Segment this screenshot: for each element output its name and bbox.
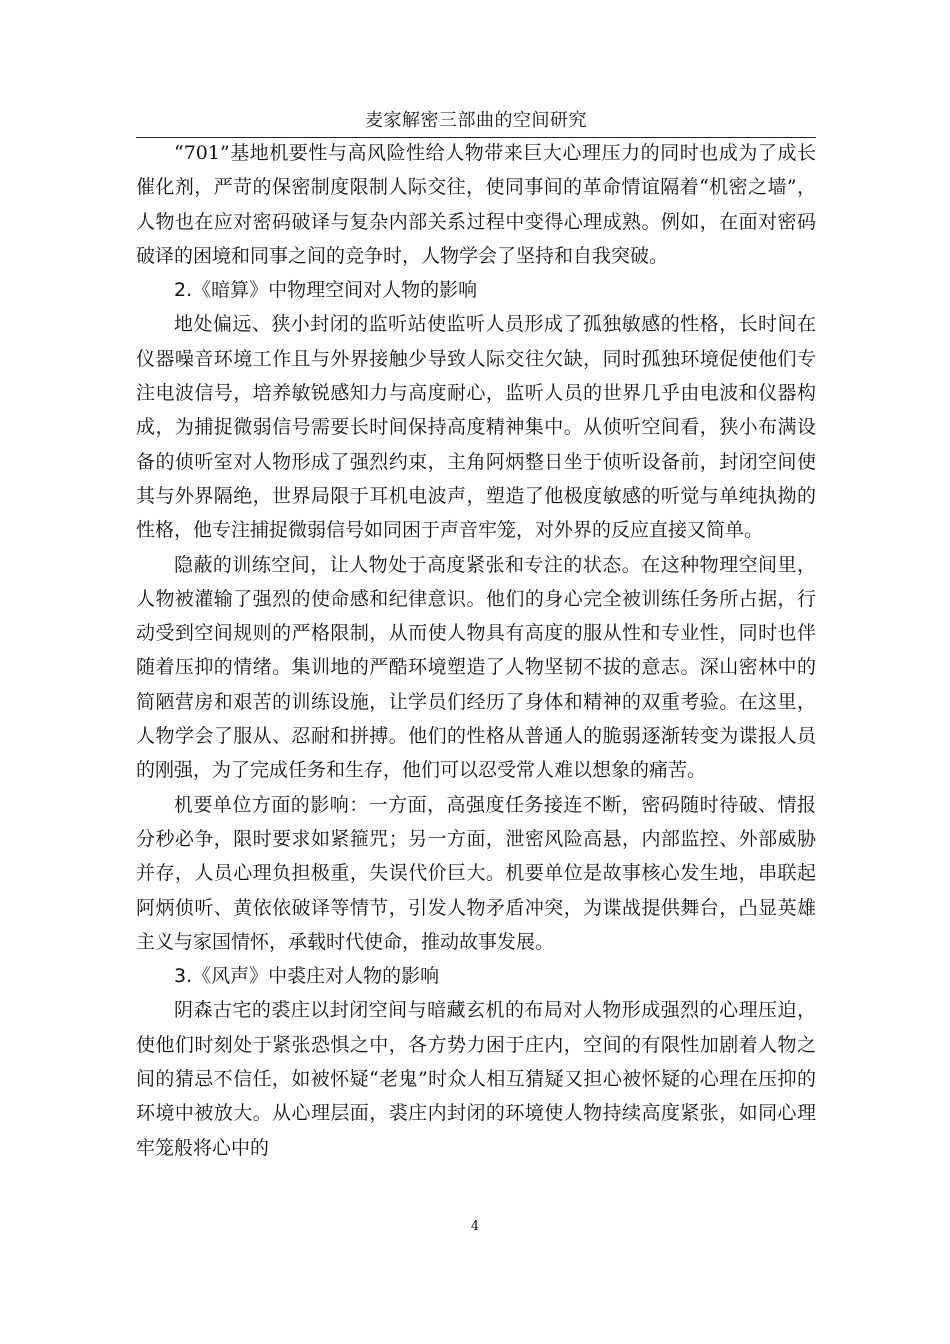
running-header-title: 麦家解密三部曲的空间研究 [365, 110, 587, 131]
body-content [136, 136, 816, 1165]
section-heading: 3.《风声》中裘庄对人物的影响 [174, 965, 440, 988]
paragraph: 隐蔽的训练空间，让人物处于高度紧张和专注的状态。在这种物理空间里，人物被灌输了强烈的使命感和纪律意识。他们的身心完全被训练任务所占据，行动受到空间规则的严格限制，从而使人物具有高度的服从性和专业性，同时也伴随着压抑的情绪。集训地的严酷环境塑造了人物坚韧不拔的意志。深山密林中的简陋营房和艰苦的训练设施，让学员们经历了身体和精神的双重考验。在这里，人物学会了服从、忍耐和拼搏。他们的性格从普通人的脆弱逐渐转变为谍报人员的刚强，为了完成任务和生存，他们可以忍受常人难以想象的痛苦。 [136, 553, 816, 782]
section-heading: 2.《暗算》中物理空间对人物的影响 [174, 279, 478, 302]
paragraph: 阴森古宅的裘庄以封闭空间与暗藏玄机的布局对人物形成强烈的心理压迫，使他们时刻处于紧张恐惧之中，各方势力困于庄内，空间的有限性加剧着人物之间的猜忌不信任，如被怀疑“老鬼”时众人相互猜疑又担心被怀疑的心理在压抑的环境中被放大。从心理层面，裘庄内封闭的环境使人物持续高度紧张，如同心理牢笼般将心中的 [136, 999, 816, 1159]
paragraph: 地处偏远、狭小封闭的监听站使监听人员形成了孤独敏感的性格，长时间在仪器噪音环境工作且与外界接触少导致人际交往欠缺，同时孤独环境促使他们专注电波信号，培养敏锐感知力与高度耐心，监听人员的世界几乎由电波和仪器构成，为捕捉微弱信号需要长时间保持高度精神集中。从侦听空间看，狭小布满设备的侦听室对人物形成了强烈约束，主角阿炳整日坐于侦听设备前，封闭空间使其与外界隔绝，世界局限于耳机电波声，塑造了他极度敏感的听觉与单纯执拗的性格，他专注捕捉微弱信号如同困于声音牢笼，对外界的反应直接又简单。 [136, 313, 816, 542]
paragraph: 机要单位方面的影响：一方面，高强度任务接连不断，密码随时待破、情报分秒必争，限时要求如紧箍咒；另一方面，泄密风险高悬，内部监控、外部威胁并存，人员心理负担极重，失误代价巨大。机要单位是故事核心发生地，串联起阿炳侦听、黄依依破译等情节，引发人物矛盾冲突，为谍战提供舞台，凸显英雄主义与家国情怀，承载时代使命，推动故事发展。 [136, 793, 816, 953]
paragraph: “701”基地机要性与高风险性给人物带来巨大心理压力的同时也成为了成长催化剂，严苛的保密制度限制人际交往，使同事间的革命情谊隔着“机密之墙”，人物也在应对密码破译与复杂内部关系过程中变得心理成熟。例如，在面对密码破译的困境和同事之间的竞争时，人物学会了坚持和自我突破。 [136, 142, 816, 267]
page-number: 4 [470, 1219, 480, 1234]
